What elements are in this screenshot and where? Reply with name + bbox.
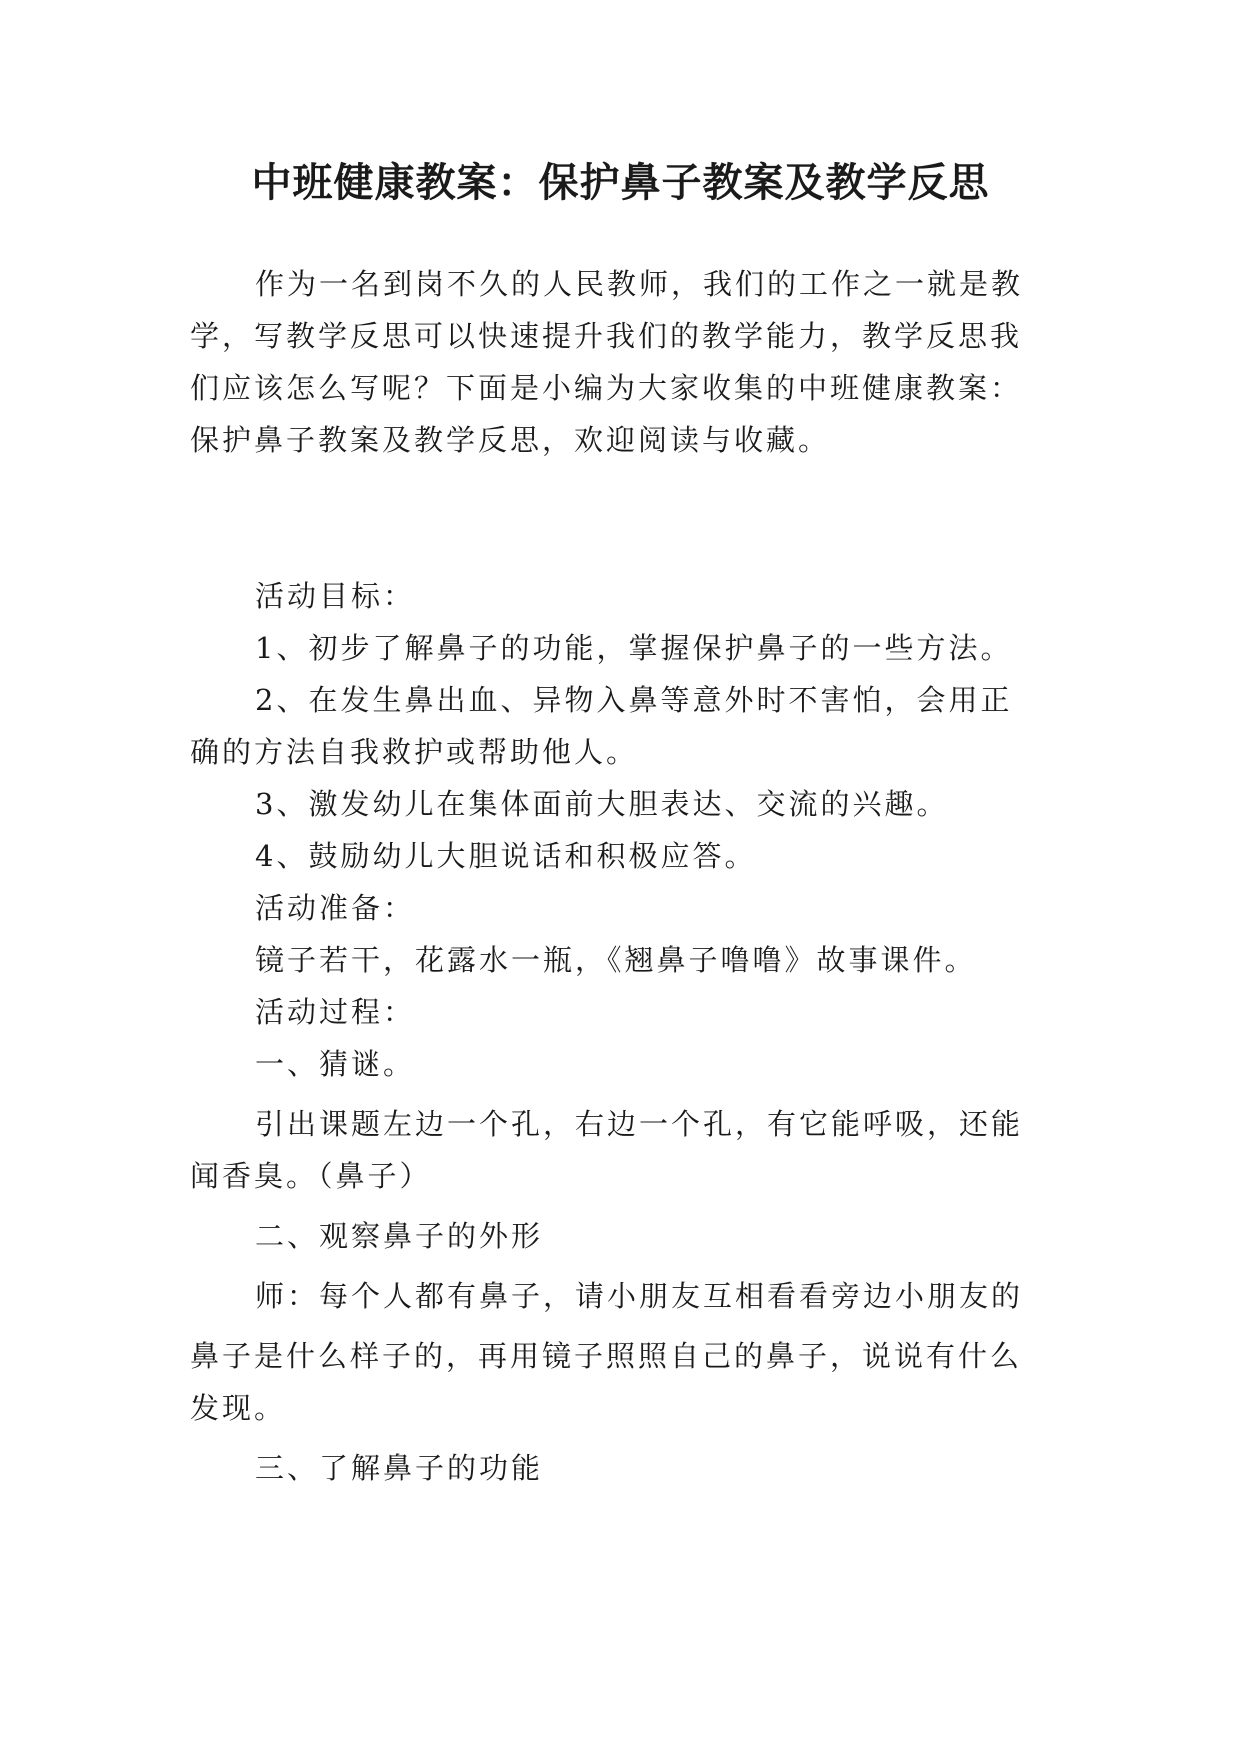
process-step-1: 一、猜谜。 [255,1047,416,1081]
goal-item-1: 1、初步了解鼻子的功能，掌握保护鼻子的一些方法。 [255,631,1013,665]
intro-line-3: 们应该怎么写呢？下面是小编为大家收集的中班健康教案： [190,371,1023,405]
goal-item-2: 2、在发生鼻出血、异物入鼻等意外时不害怕，会用正 [255,683,1013,717]
goal-item-3: 3、激发幼儿在集体面前大胆表达、交流的兴趣。 [255,787,949,821]
section-heading-goals: 活动目标： [255,579,416,613]
goal-item-4: 4、鼓励幼儿大胆说话和积极应答。 [255,839,757,873]
process-step-2-text: 师：每个人都有鼻子，请小朋友互相看看旁边小朋友的 [255,1279,1024,1313]
section-heading-process: 活动过程： [255,995,416,1029]
process-step-2-text-end: 发现。 [190,1391,287,1425]
preparation-text: 镜子若干，花露水一瓶，《翘鼻子噜噜》故事课件。 [255,943,977,977]
intro-line-1: 作为一名到岗不久的人民教师，我们的工作之一就是教 [255,267,1024,301]
process-step-3: 三、了解鼻子的功能 [255,1451,544,1485]
process-step-2: 二、观察鼻子的外形 [255,1219,544,1253]
document-title: 中班健康教案：保护鼻子教案及教学反思 [251,160,990,206]
intro-line-2: 学，写教学反思可以快速提升我们的教学能力，教学反思我 [190,319,1023,353]
section-heading-preparation: 活动准备： [255,891,416,925]
process-step-1-text-continued: 闻香臭。（鼻子） [190,1159,432,1193]
intro-line-4: 保护鼻子教案及教学反思，欢迎阅读与收藏。 [190,423,831,457]
goal-item-2-continued: 确的方法自我救护或帮助他人。 [190,735,639,769]
process-step-1-text: 引出课题左边一个孔，右边一个孔，有它能呼吸，还能 [255,1107,1024,1141]
process-step-2-text-continued: 鼻子是什么样子的，再用镜子照照自己的鼻子，说说有什么 [190,1339,1023,1373]
